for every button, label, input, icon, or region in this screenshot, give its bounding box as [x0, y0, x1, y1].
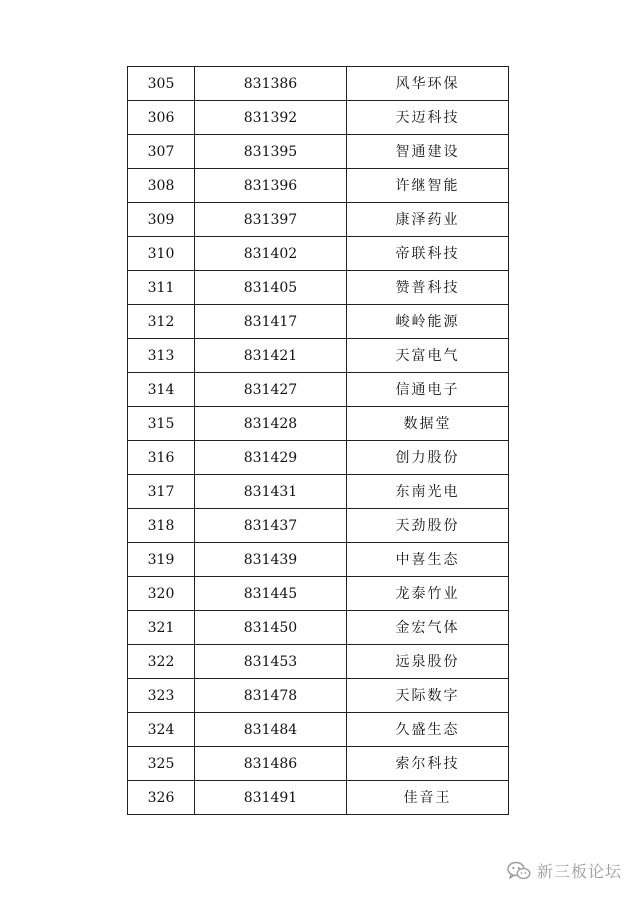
- table-row: [128, 645, 509, 679]
- company-list-table: [127, 66, 509, 815]
- cell-seq: 311: [128, 271, 195, 305]
- cell-seq: 319: [128, 543, 195, 577]
- table-row: [128, 543, 509, 577]
- cell-seq: 326: [128, 781, 195, 815]
- cell-code: 831450: [195, 611, 347, 645]
- cell-code: 831453: [195, 645, 347, 679]
- cell-seq: 318: [128, 509, 195, 543]
- table-row: [128, 679, 509, 713]
- cell-code: 831491: [195, 781, 347, 815]
- cell-name: 远泉股份: [347, 645, 509, 679]
- table-row: [128, 577, 509, 611]
- table-row: [128, 781, 509, 815]
- table-row: [128, 475, 509, 509]
- cell-seq: 322: [128, 645, 195, 679]
- cell-name: 数据堂: [347, 407, 509, 441]
- cell-seq: 306: [128, 101, 195, 135]
- table-row: [128, 271, 509, 305]
- cell-code: 831397: [195, 203, 347, 237]
- cell-code: 831478: [195, 679, 347, 713]
- cell-code: 831392: [195, 101, 347, 135]
- cell-seq: 315: [128, 407, 195, 441]
- cell-code: 831429: [195, 441, 347, 475]
- cell-name: 峻岭能源: [347, 305, 509, 339]
- cell-seq: 305: [128, 67, 195, 101]
- cell-seq: 321: [128, 611, 195, 645]
- table-row: [128, 305, 509, 339]
- cell-seq: 316: [128, 441, 195, 475]
- cell-name: 创力股份: [347, 441, 509, 475]
- cell-code: 831396: [195, 169, 347, 203]
- cell-seq: 310: [128, 237, 195, 271]
- cell-name: 索尔科技: [347, 747, 509, 781]
- cell-name: 智通建设: [347, 135, 509, 169]
- table-body: [128, 67, 509, 815]
- table-row: [128, 203, 509, 237]
- cell-name: 康泽药业: [347, 203, 509, 237]
- cell-code: 831431: [195, 475, 347, 509]
- cell-name: 东南光电: [347, 475, 509, 509]
- cell-seq: 323: [128, 679, 195, 713]
- cell-seq: 309: [128, 203, 195, 237]
- cell-seq: 317: [128, 475, 195, 509]
- table-row: [128, 339, 509, 373]
- cell-name: 中喜生态: [347, 543, 509, 577]
- table-row: [128, 713, 509, 747]
- cell-code: 831486: [195, 747, 347, 781]
- cell-name: 天劲股份: [347, 509, 509, 543]
- watermark: [507, 859, 622, 882]
- cell-seq: 312: [128, 305, 195, 339]
- cell-name: 龙泰竹业: [347, 577, 509, 611]
- watermark-text: 新三板论坛: [536, 862, 622, 881]
- cell-name: 天富电气: [347, 339, 509, 373]
- cell-seq: 320: [128, 577, 195, 611]
- cell-name: 久盛生态: [347, 713, 509, 747]
- cell-name: 信通电子: [347, 373, 509, 407]
- table-row: [128, 373, 509, 407]
- table-row: [128, 67, 509, 101]
- cell-code: 831437: [195, 509, 347, 543]
- cell-name: 佳音王: [347, 781, 509, 815]
- cell-code: 831421: [195, 339, 347, 373]
- cell-code: 831417: [195, 305, 347, 339]
- cell-code: 831484: [195, 713, 347, 747]
- cell-name: 天际数字: [347, 679, 509, 713]
- cell-name: 赞普科技: [347, 271, 509, 305]
- table-row: [128, 169, 509, 203]
- cell-seq: 307: [128, 135, 195, 169]
- cell-code: 831439: [195, 543, 347, 577]
- cell-code: 831405: [195, 271, 347, 305]
- wechat-icon: [507, 861, 531, 881]
- cell-code: 831386: [195, 67, 347, 101]
- cell-name: 风华环保: [347, 67, 509, 101]
- table-row: [128, 509, 509, 543]
- cell-seq: 314: [128, 373, 195, 407]
- table-row: [128, 101, 509, 135]
- table-row: [128, 407, 509, 441]
- cell-name: 天迈科技: [347, 101, 509, 135]
- table-row: [128, 135, 509, 169]
- cell-code: 831427: [195, 373, 347, 407]
- table-row: [128, 611, 509, 645]
- cell-name: 金宏气体: [347, 611, 509, 645]
- table-row: [128, 747, 509, 781]
- cell-seq: 313: [128, 339, 195, 373]
- cell-code: 831402: [195, 237, 347, 271]
- cell-name: 帝联科技: [347, 237, 509, 271]
- cell-code: 831395: [195, 135, 347, 169]
- cell-name: 许继智能: [347, 169, 509, 203]
- cell-seq: 308: [128, 169, 195, 203]
- cell-seq: 324: [128, 713, 195, 747]
- table-row: [128, 441, 509, 475]
- cell-seq: 325: [128, 747, 195, 781]
- table-row: [128, 237, 509, 271]
- cell-code: 831428: [195, 407, 347, 441]
- cell-code: 831445: [195, 577, 347, 611]
